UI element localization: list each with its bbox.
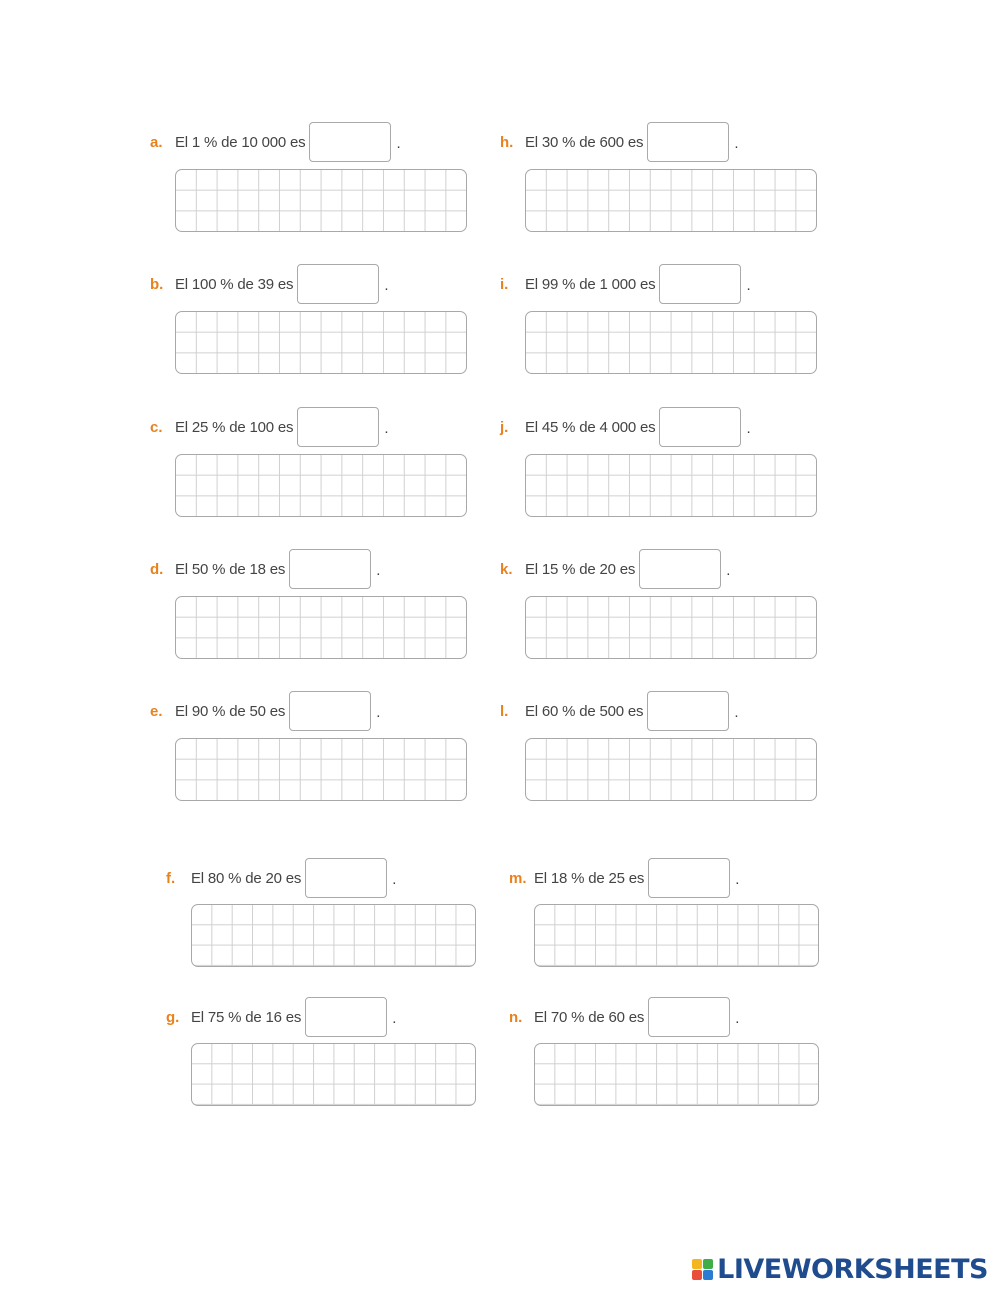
exercise-letter: a.: [150, 133, 163, 151]
exercise-line: [500, 406, 860, 448]
exercise-prompt: El 30 % de 600 es: [525, 133, 644, 151]
exercise-letter: n.: [509, 1008, 523, 1026]
exercise-letter: d.: [150, 560, 164, 578]
exercise-prompt: El 50 % de 18 es: [175, 560, 286, 578]
working-grid: [175, 596, 467, 659]
answer-input[interactable]: [648, 858, 730, 898]
exercise-letter: f.: [166, 869, 176, 887]
answer-input[interactable]: [305, 858, 387, 898]
answer-input[interactable]: [289, 549, 371, 589]
exercise-letter: k.: [500, 560, 513, 578]
exercise-line: [500, 263, 860, 305]
exercise-prompt: El 100 % de 39 es: [175, 275, 294, 293]
working-grid: [525, 454, 817, 517]
exercise-prompt: El 45 % de 4 000 es: [525, 418, 656, 436]
answer-input[interactable]: [647, 122, 729, 162]
period: .: [734, 134, 739, 152]
answer-input[interactable]: [297, 407, 379, 447]
exercise-prompt: El 99 % de 1 000 es: [525, 275, 656, 293]
period: .: [384, 419, 389, 437]
answer-input[interactable]: [639, 549, 721, 589]
period: .: [392, 1009, 397, 1027]
period: .: [734, 703, 739, 721]
period: .: [746, 419, 751, 437]
exercise-line: [166, 996, 526, 1038]
period: .: [735, 1009, 740, 1027]
answer-input[interactable]: [659, 407, 741, 447]
answer-input[interactable]: [647, 691, 729, 731]
exercise-letter: h.: [500, 133, 514, 151]
period: .: [735, 870, 740, 888]
exercise-prompt: El 75 % de 16 es: [191, 1008, 302, 1026]
exercise-line: [500, 548, 860, 590]
period: .: [746, 276, 751, 294]
period: .: [376, 561, 381, 579]
exercise-prompt: El 15 % de 20 es: [525, 560, 636, 578]
answer-input[interactable]: [659, 264, 741, 304]
exercise-letter: m.: [509, 869, 527, 887]
working-grid: [525, 738, 817, 801]
exercise-prompt: El 18 % de 25 es: [534, 869, 645, 887]
answer-input[interactable]: [648, 997, 730, 1037]
answer-input[interactable]: [289, 691, 371, 731]
working-grid: [534, 904, 819, 967]
working-grid: [534, 1043, 819, 1106]
exercise-line: [509, 996, 869, 1038]
period: .: [384, 276, 389, 294]
liveworksheets-logo-icon: [692, 1259, 713, 1280]
working-grid: [525, 169, 817, 232]
period: .: [392, 870, 397, 888]
exercise-letter: e.: [150, 702, 163, 720]
exercise-prompt: El 70 % de 60 es: [534, 1008, 645, 1026]
period: .: [376, 703, 381, 721]
liveworksheets-logo: [692, 1255, 988, 1283]
working-grid: [175, 738, 467, 801]
exercise-line: [166, 857, 526, 899]
exercise-line: [500, 690, 860, 732]
working-grid: [191, 1043, 476, 1106]
exercise-line: [150, 690, 510, 732]
exercise-line: [509, 857, 869, 899]
exercise-prompt: El 90 % de 50 es: [175, 702, 286, 720]
working-grid: [175, 454, 467, 517]
exercise-letter: l.: [500, 702, 509, 720]
exercise-line: [150, 121, 510, 163]
exercise-prompt: El 1 % de 10 000 es: [175, 133, 306, 151]
working-grid: [191, 904, 476, 967]
exercise-prompt: El 60 % de 500 es: [525, 702, 644, 720]
exercise-letter: j.: [500, 418, 509, 436]
exercise-letter: b.: [150, 275, 164, 293]
exercise-line: [150, 263, 510, 305]
period: .: [396, 134, 401, 152]
working-grid: [525, 311, 817, 374]
exercise-letter: g.: [166, 1008, 180, 1026]
period: .: [726, 561, 731, 579]
working-grid: [525, 596, 817, 659]
answer-input[interactable]: [297, 264, 379, 304]
exercise-letter: c.: [150, 418, 163, 436]
exercise-line: [500, 121, 860, 163]
working-grid: [175, 169, 467, 232]
exercise-letter: i.: [500, 275, 509, 293]
logo-text: LIVEWORKSHEETS: [717, 1253, 988, 1285]
answer-input[interactable]: [309, 122, 391, 162]
answer-input[interactable]: [305, 997, 387, 1037]
exercise-line: [150, 548, 510, 590]
exercise-prompt: El 25 % de 100 es: [175, 418, 294, 436]
exercise-line: [150, 406, 510, 448]
exercise-prompt: El 80 % de 20 es: [191, 869, 302, 887]
working-grid: [175, 311, 467, 374]
